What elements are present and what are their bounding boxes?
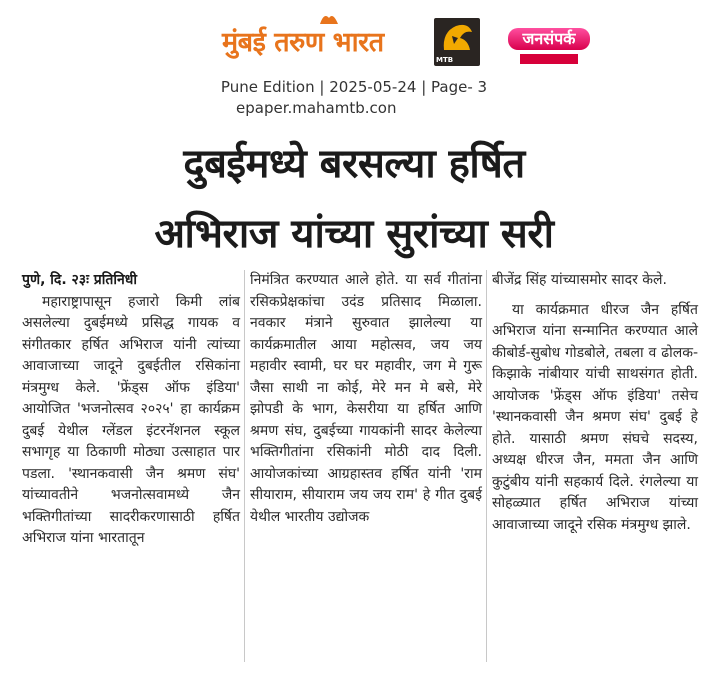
headline-line-1: दुबईमध्ये बरसल्या हर्षित bbox=[183, 141, 525, 187]
paragraph: बीजेंद्र सिंह यांच्यासमोर सादर केले. bbox=[492, 272, 667, 288]
article-column-3 bbox=[492, 270, 698, 536]
article-column-2 bbox=[250, 270, 482, 528]
article-column-1 bbox=[22, 270, 240, 550]
article-body bbox=[22, 270, 698, 670]
janasampark-logo bbox=[508, 28, 590, 68]
paragraph: महाराष्ट्रापासून हजारो किमी लांब असलेल्या दुबईमध्ये प्रसिद्ध गायक व संगीतकार हर्षित अभिराज यांनी त्यांच्या आवाजाच्या जादूने दुबईतील रसिकांना मंत्रमुग्ध केले. 'फ्रेंड्स ऑफ इंडिया' आयोजित 'भजनोत्सव २०२५' हा कार्यक्रम दुबई येथील ग्लेंडल इंटरनॅशनल स्कूल सभागृह या ठिकाणी मोठ्या उत्साहात पार पडला. 'स्थानकवासी जैन श्रमण संघ' यांच्यावतीने भजनोत्सवामध्ये जैन भक्तिगीतांच्या सादरीकरणासाठी हर्षित अभिराज यांना भारतातून bbox=[22, 293, 240, 546]
janasampark-logo-text: जनसंपर्क bbox=[508, 28, 590, 50]
mtb-logo bbox=[434, 18, 480, 66]
edition-info bbox=[0, 78, 708, 96]
paragraph: या कार्यक्रमात धीरज जैन हर्षित अभिराज यांना सन्मानित करण्यात आले कीबोर्ड-सुबोध गोडबोले, तबला व ढोलक-किझाके नांबीयार यांची साथसंगत होती. आयोजक 'फ्रेंड्स ऑफ इंडिया' तसेच 'स्थानकवासी जैन श्रमण संघ' दुबई हे होते. यासाठी श्रमण संघचे सदस्य, अध्यक्ष धीरज जैन, ममता जैन आणि कुटुंबीय यांनी सहकार्य दिले. रंगलेल्या या सोहळ्यात हर्षित अभिराज यांच्या आवाजाच्या जादूने रसिक मंत्रमुग्ध झाले. bbox=[492, 301, 698, 533]
page-number: Page- 3 bbox=[431, 78, 488, 96]
paragraph: निमंत्रित करण्यात आले होते. या सर्व गीतांना रसिकप्रेक्षकांचा उदंड प्रतिसाद मिळाला. नवकार मंत्राने सुरुवात झालेल्या या कार्यक्रमातील आया महोत्सव, जय जय महावीर स्वामी, घर घर महावीर, जग मे गुरू जैसा साथी ना कोई, मेरे मन मे बसे, मेरे झोपडी के भाग, केसरीया या हर्षित आणि श्रमण संघ, दुबईच्या गायकांनी सादर केलेल्या भक्तिगीतांना रसिकांनी मोठी दाद दिली. आयोजकांच्या आग्रहास्तव हर्षित यांनी 'राम सीयाराम, सीयाराम जय जय राम' हे गीत दुबई येथील भारतीय उद्योजक bbox=[250, 272, 482, 525]
masthead-emblem-icon bbox=[318, 10, 340, 26]
separator: | bbox=[319, 78, 325, 96]
janasampark-logo-bar bbox=[520, 54, 578, 64]
mtb-tiger-icon bbox=[434, 18, 480, 58]
source-url: epaper.mahamtb.con bbox=[236, 99, 397, 117]
separator: | bbox=[421, 78, 427, 96]
edition-name: Pune Edition bbox=[220, 78, 315, 96]
masthead-header bbox=[0, 0, 708, 120]
edition-date: 2025-05-24 bbox=[329, 78, 417, 96]
newspaper-masthead: मुंबई तरुण भारत bbox=[222, 27, 384, 58]
dateline: पुणे, दि. २३ः प्रतिनिधी bbox=[22, 272, 137, 288]
headline-line-2: अभिराज यांच्या सुरांच्या सरी bbox=[154, 211, 554, 257]
mtb-logo-text: MTB bbox=[436, 56, 454, 64]
